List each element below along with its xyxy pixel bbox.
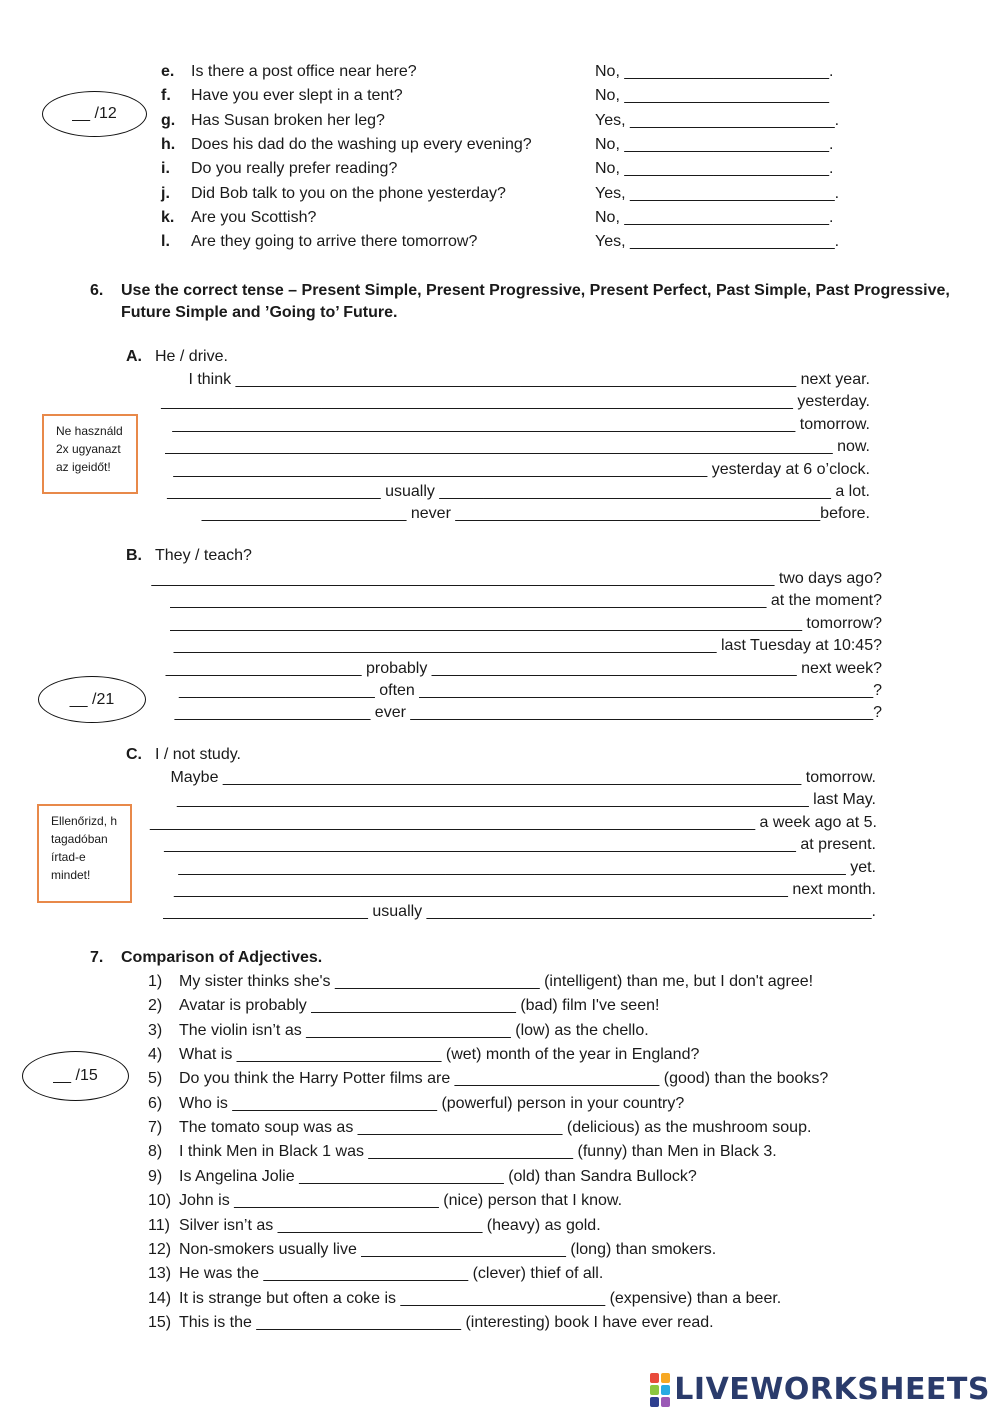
score-oval-21: __ /21 — [38, 676, 146, 723]
item-number: 6) — [148, 1095, 163, 1112]
liveworksheets-logo — [650, 1372, 990, 1407]
answer-line: No, _______________________. — [595, 209, 834, 226]
negative-note-box: Ellenőrizd, h tagadóban írtad-e mindet! — [37, 804, 132, 903]
answer-line: Yes, _______________________. — [595, 185, 840, 202]
part-c-letter: C. — [126, 746, 142, 763]
fill-in-line: I think _______________________________________________________________ next year. — [188, 371, 870, 388]
part-a-prompt: He / drive. — [155, 348, 228, 365]
item-number: 11) — [148, 1217, 170, 1234]
answer-line: Yes, _______________________. — [595, 233, 840, 250]
question-letter: i. — [161, 160, 170, 177]
item-sentence: Do you think the Harry Potter films are _______________________ (good) than the books? — [179, 1070, 829, 1087]
fill-in-line: _____________________________________________________________ last Tuesday at 10:45? — [173, 637, 882, 654]
question-text: Did Bob talk to you on the phone yesterday? — [191, 185, 506, 202]
fill-in-line: ______________________ often ___________________________________________________? — [179, 682, 882, 699]
question-letter: e. — [161, 63, 175, 80]
fill-in-line: ______________________ ever ____________________________________________________? — [174, 704, 882, 721]
fill-in-line: _______________________________________________________________________ last May. — [176, 791, 876, 808]
section-7-number: 7. — [90, 949, 104, 966]
item-sentence: I think Men in Black 1 was _______________________ (funny) than Men in Black 3. — [179, 1143, 777, 1160]
logo-mark-icon — [650, 1373, 670, 1407]
item-number: 4) — [148, 1046, 163, 1063]
item-sentence: Silver isn’t as _______________________ (heavy) as gold. — [179, 1217, 601, 1234]
question-text: Have you ever slept in a tent? — [191, 87, 403, 104]
item-number: 7) — [148, 1119, 163, 1136]
question-letter: f. — [161, 87, 171, 104]
item-sentence: Who is _______________________ (powerful) person in your country? — [179, 1095, 685, 1112]
fill-in-line: _______________________________________________________________________ at present. — [164, 836, 876, 853]
item-sentence: John is _______________________ (nice) person that I know. — [179, 1192, 623, 1209]
item-number: 3) — [148, 1022, 163, 1039]
item-sentence: My sister thinks she's _______________________ (intelligent) than me, but I don't agree! — [179, 973, 814, 990]
score-oval-12: __ /12 — [42, 91, 147, 137]
answer-line: No, _______________________. — [595, 136, 834, 153]
fill-in-line: _______________________ usually __________________________________________________. — [163, 903, 876, 920]
fill-in-line: _______________________________________________________________________ yesterday. — [161, 393, 870, 410]
fill-in-line: ___________________________________________________________________________ yet. — [178, 859, 876, 876]
item-number: 15) — [148, 1314, 172, 1331]
item-number: 10) — [148, 1192, 172, 1209]
item-sentence: Avatar is probably _______________________ (bad) film I've seen! — [179, 997, 660, 1014]
logo-text: LIVEWORKSHEETS — [674, 1372, 990, 1407]
part-b-prompt: They / teach? — [155, 547, 252, 564]
question-letter: h. — [161, 136, 176, 153]
question-text: Are you Scottish? — [191, 209, 317, 226]
answer-line: Yes, _______________________. — [595, 112, 840, 129]
item-sentence: The tomato soup was as _______________________ (delicious) as the mushroom soup. — [179, 1119, 812, 1136]
answer-line: No, _______________________. — [595, 63, 834, 80]
item-sentence: The violin isn’t as _______________________ (low) as the chello. — [179, 1022, 649, 1039]
item-number: 8) — [148, 1143, 163, 1160]
item-number: 2) — [148, 997, 163, 1014]
item-number: 5) — [148, 1070, 163, 1087]
fill-in-line: ____________________________________________________________ yesterday at 6 o’clock. — [173, 461, 870, 478]
answer-line: No, _______________________. — [595, 160, 834, 177]
question-letter: l. — [161, 233, 170, 250]
item-number: 9) — [148, 1168, 163, 1185]
fill-in-line: ______________________ probably _________________________________________ next week? — [165, 660, 882, 677]
item-number: 13) — [148, 1265, 172, 1282]
question-text: Is there a post office near here? — [191, 63, 417, 80]
fill-in-line: ______________________________________________________________________ two days ago? — [151, 570, 882, 587]
part-a-letter: A. — [126, 348, 142, 365]
item-sentence: It is strange but often a coke is _______________________ (expensive) than a beer. — [179, 1290, 782, 1307]
item-sentence: He was the _______________________ (clever) thief of all. — [179, 1265, 604, 1282]
fill-in-line: _______________________ never _________________________________________before. — [201, 505, 870, 522]
answer-line: No, _______________________ — [595, 87, 830, 104]
section-6-title: Use the correct tense – Present Simple, Present Progressive, Present Perfect, Past Simple, Past Progressive, — [121, 282, 950, 299]
question-letter: g. — [161, 112, 176, 129]
fill-in-line: ______________________________________________________________________ tomorrow. — [172, 416, 870, 433]
item-sentence: This is the _______________________ (interesting) book I have ever read. — [179, 1314, 714, 1331]
part-c-prompt: I / not study. — [155, 746, 241, 763]
fill-in-line: ____________________________________________________________________ a week ago at 5. — [150, 814, 877, 831]
tense-note-box: Ne használd 2x ugyanazt az igeidőt! — [42, 414, 138, 494]
question-letter: k. — [161, 209, 175, 226]
question-text: Do you really prefer reading? — [191, 160, 398, 177]
item-sentence: Is Angelina Jolie _______________________ (old) than Sandra Bullock? — [179, 1168, 697, 1185]
question-letter: j. — [161, 185, 170, 202]
section-7-title: Comparison of Adjectives. — [121, 949, 323, 966]
question-text: Are they going to arrive there tomorrow? — [191, 233, 478, 250]
question-text: Has Susan broken her leg? — [191, 112, 385, 129]
fill-in-line: _______________________________________________________________________ tomorrow? — [170, 615, 882, 632]
item-sentence: Non-smokers usually live _______________________ (long) than smokers. — [179, 1241, 717, 1258]
fill-in-line: _____________________________________________________________________ next month. — [173, 881, 876, 898]
item-number: 1) — [148, 973, 163, 990]
section-6-number: 6. — [90, 282, 104, 299]
fill-in-line: ___________________________________________________________________________ now. — [165, 438, 870, 455]
question-text: Does his dad do the washing up every evening? — [191, 136, 532, 153]
fill-in-line: ________________________ usually ____________________________________________ a lot. — [167, 483, 870, 500]
item-number: 12) — [148, 1241, 172, 1258]
score-oval-15: __ /15 — [22, 1051, 129, 1101]
item-number: 14) — [148, 1290, 172, 1307]
item-sentence: What is _______________________ (wet) month of the year in England? — [179, 1046, 700, 1063]
part-b-letter: B. — [126, 547, 142, 564]
fill-in-line: Maybe _________________________________________________________________ tomorrow. — [170, 769, 876, 786]
section-6-title-cont: Future Simple and ’Going to’ Future. — [121, 304, 398, 321]
fill-in-line: ___________________________________________________________________ at the moment? — [170, 592, 882, 609]
